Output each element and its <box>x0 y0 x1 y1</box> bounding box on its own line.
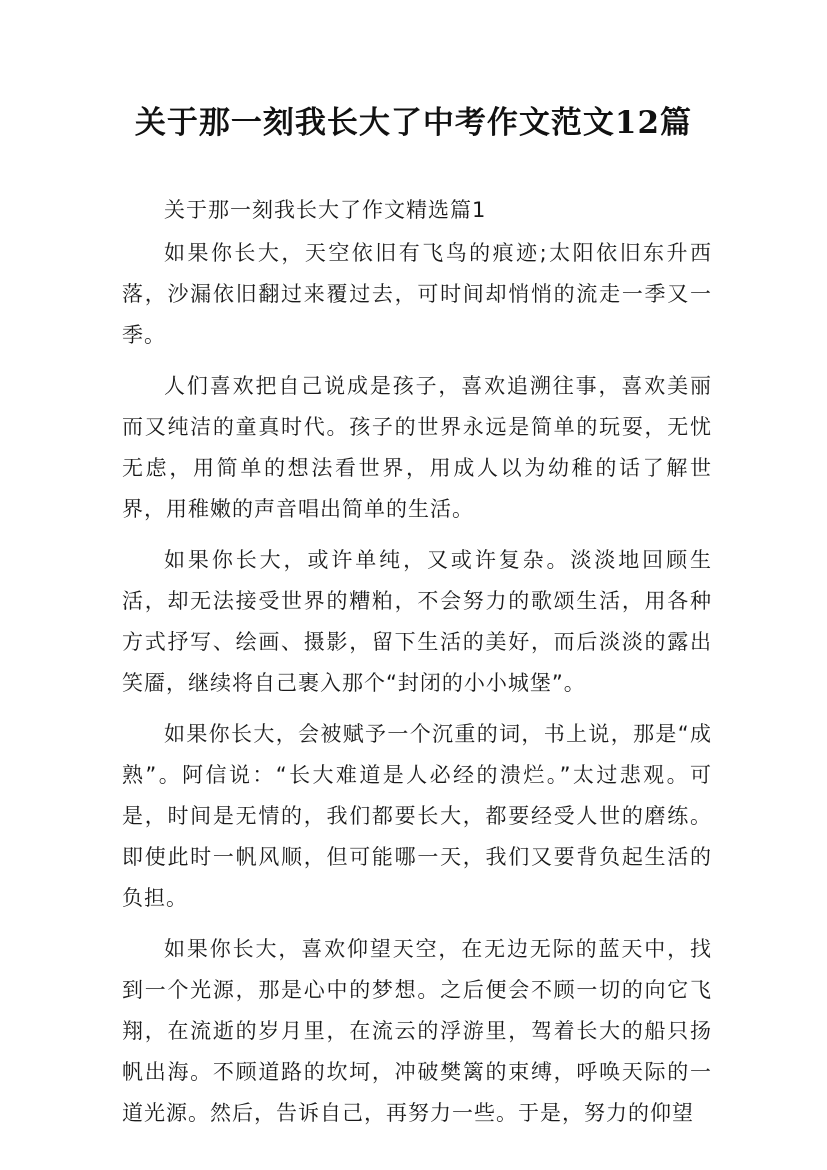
paragraph-5: 如果你长大，喜欢仰望天空，在无边无际的蓝天中，找到一个光源，那是心中的梦想。之后便会不顾一切的向它飞翔，在流逝的岁月里，在流云的浮游里，驾着长大的船只扬帆出海。不顾道路的坎坷，冲破樊篱的束缚，呼唤天际的一道光源。然后，告诉自己，再努力一些。于是，努力的仰望 <box>122 937 712 1125</box>
paragraph-2: 人们喜欢把自己说成是孩子，喜欢追溯往事，喜欢美丽而又纯洁的童真时代。孩子的世界永远是简单的玩耍，无忧无虑，用简单的想法看世界，用成人以为幼稚的话了解世界，用稚嫩的声音唱出简单的生活。 <box>122 374 712 521</box>
paragraph-3: 如果你长大，或许单纯，又或许复杂。淡淡地回顾生活，却无法接受世界的糟粕，不会努力的歌颂生活，用各种方式抒写、绘画、摄影，留下生活的美好，而后淡淡的露出笑靥，继续将自己裹入那个“封闭的小小城堡”。 <box>122 548 712 695</box>
section-subheading: 关于那一刻我长大了作文精选篇1 <box>164 198 487 222</box>
paragraph-4: 如果你长大，会被赋予一个沉重的词，书上说，那是“成熟”。阿信说：“长大难道是人必经的溃烂。”太过悲观。可是，时间是无情的，我们都要长大，都要经受人世的磨练。即使此时一帆风顺，但可能哪一天，我们又要背负起生活的负担。 <box>122 722 712 910</box>
paragraph-1: 如果你长大，天空依旧有飞鸟的痕迹;太阳依旧东升西落，沙漏依旧翻过来覆过去，可时间却悄悄的流走一季又一季。 <box>122 241 712 347</box>
document-title: 关于那一刻我长大了中考作文范文12篇 <box>134 105 693 141</box>
document-body <box>122 190 712 1134</box>
